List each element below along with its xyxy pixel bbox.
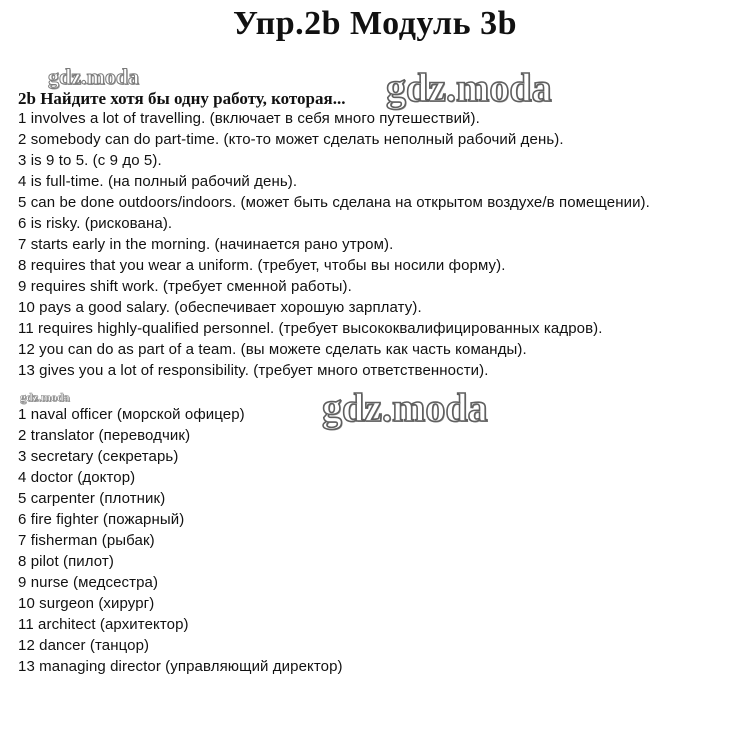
list-item: 7 starts early in the morning. (начинается рано утром). bbox=[18, 236, 394, 253]
list-item: 4 doctor (доктор) bbox=[18, 469, 136, 486]
page-title: Упр.2b Модуль 3b bbox=[232, 5, 518, 42]
list-item: 11 requires highly-qualified personnel. (требует высококвалифицированных кадров). bbox=[18, 320, 603, 337]
list-item: 11 architect (архитектор) bbox=[18, 616, 189, 633]
watermark-middle-center: gdz.moda bbox=[322, 385, 488, 430]
list-item: 12 dancer (танцор) bbox=[18, 637, 150, 654]
list-item: 2 somebody can do part-time. (кто-то может сделать неполный рабочий день). bbox=[18, 131, 564, 148]
list-item: 1 naval officer (морской офицер) bbox=[18, 406, 245, 423]
list-item: 8 requires that you wear a uniform. (требует, чтобы вы носили форму). bbox=[18, 257, 506, 274]
list-item: 1 involves a lot of travelling. (включает в себя много путешествий). bbox=[18, 110, 480, 127]
list-item: 13 managing director (управляющий директор) bbox=[18, 658, 343, 675]
watermark-middle-left: gdz.moda bbox=[20, 390, 70, 404]
list-item: 9 requires shift work. (требует сменной работы). bbox=[18, 278, 352, 295]
list-item: 2 translator (переводчик) bbox=[18, 427, 191, 444]
list-item: 5 can be done outdoors/indoors. (может быть сделана на открытом воздухе/в помещении). bbox=[18, 194, 650, 211]
watermark-top-center: gdz.moda bbox=[386, 65, 552, 110]
list-item: 3 secretary (секретарь) bbox=[18, 448, 179, 465]
list-item: 9 nurse (медсестра) bbox=[18, 574, 159, 591]
list-item: 8 pilot (пилот) bbox=[18, 553, 114, 570]
list-item: 3 is 9 to 5. (с 9 до 5). bbox=[18, 152, 162, 169]
list-item: 4 is full-time. (на полный рабочий день). bbox=[18, 173, 298, 190]
list-item: 12 you can do as part of a team. (вы можете сделать как часть команды). bbox=[18, 341, 527, 358]
section-heading: 2b Найдите хотя бы одну работу, которая... bbox=[18, 89, 346, 108]
list-item: 13 gives you a lot of responsibility. (требует много ответственности). bbox=[18, 362, 489, 379]
task-list bbox=[18, 108, 650, 381]
list-item: 7 fisherman (рыбак) bbox=[18, 532, 155, 549]
list-item: 5 carpenter (плотник) bbox=[18, 490, 166, 507]
list-item: 6 fire fighter (пожарный) bbox=[18, 511, 185, 528]
list-item: 10 surgeon (хирург) bbox=[18, 595, 155, 612]
watermark-top-left: gdz.moda bbox=[48, 64, 140, 89]
answer-list bbox=[18, 404, 343, 677]
list-item: 6 is risky. (рискована). bbox=[18, 215, 173, 232]
list-item: 10 pays a good salary. (обеспечивает хорошую зарплату). bbox=[18, 299, 422, 316]
